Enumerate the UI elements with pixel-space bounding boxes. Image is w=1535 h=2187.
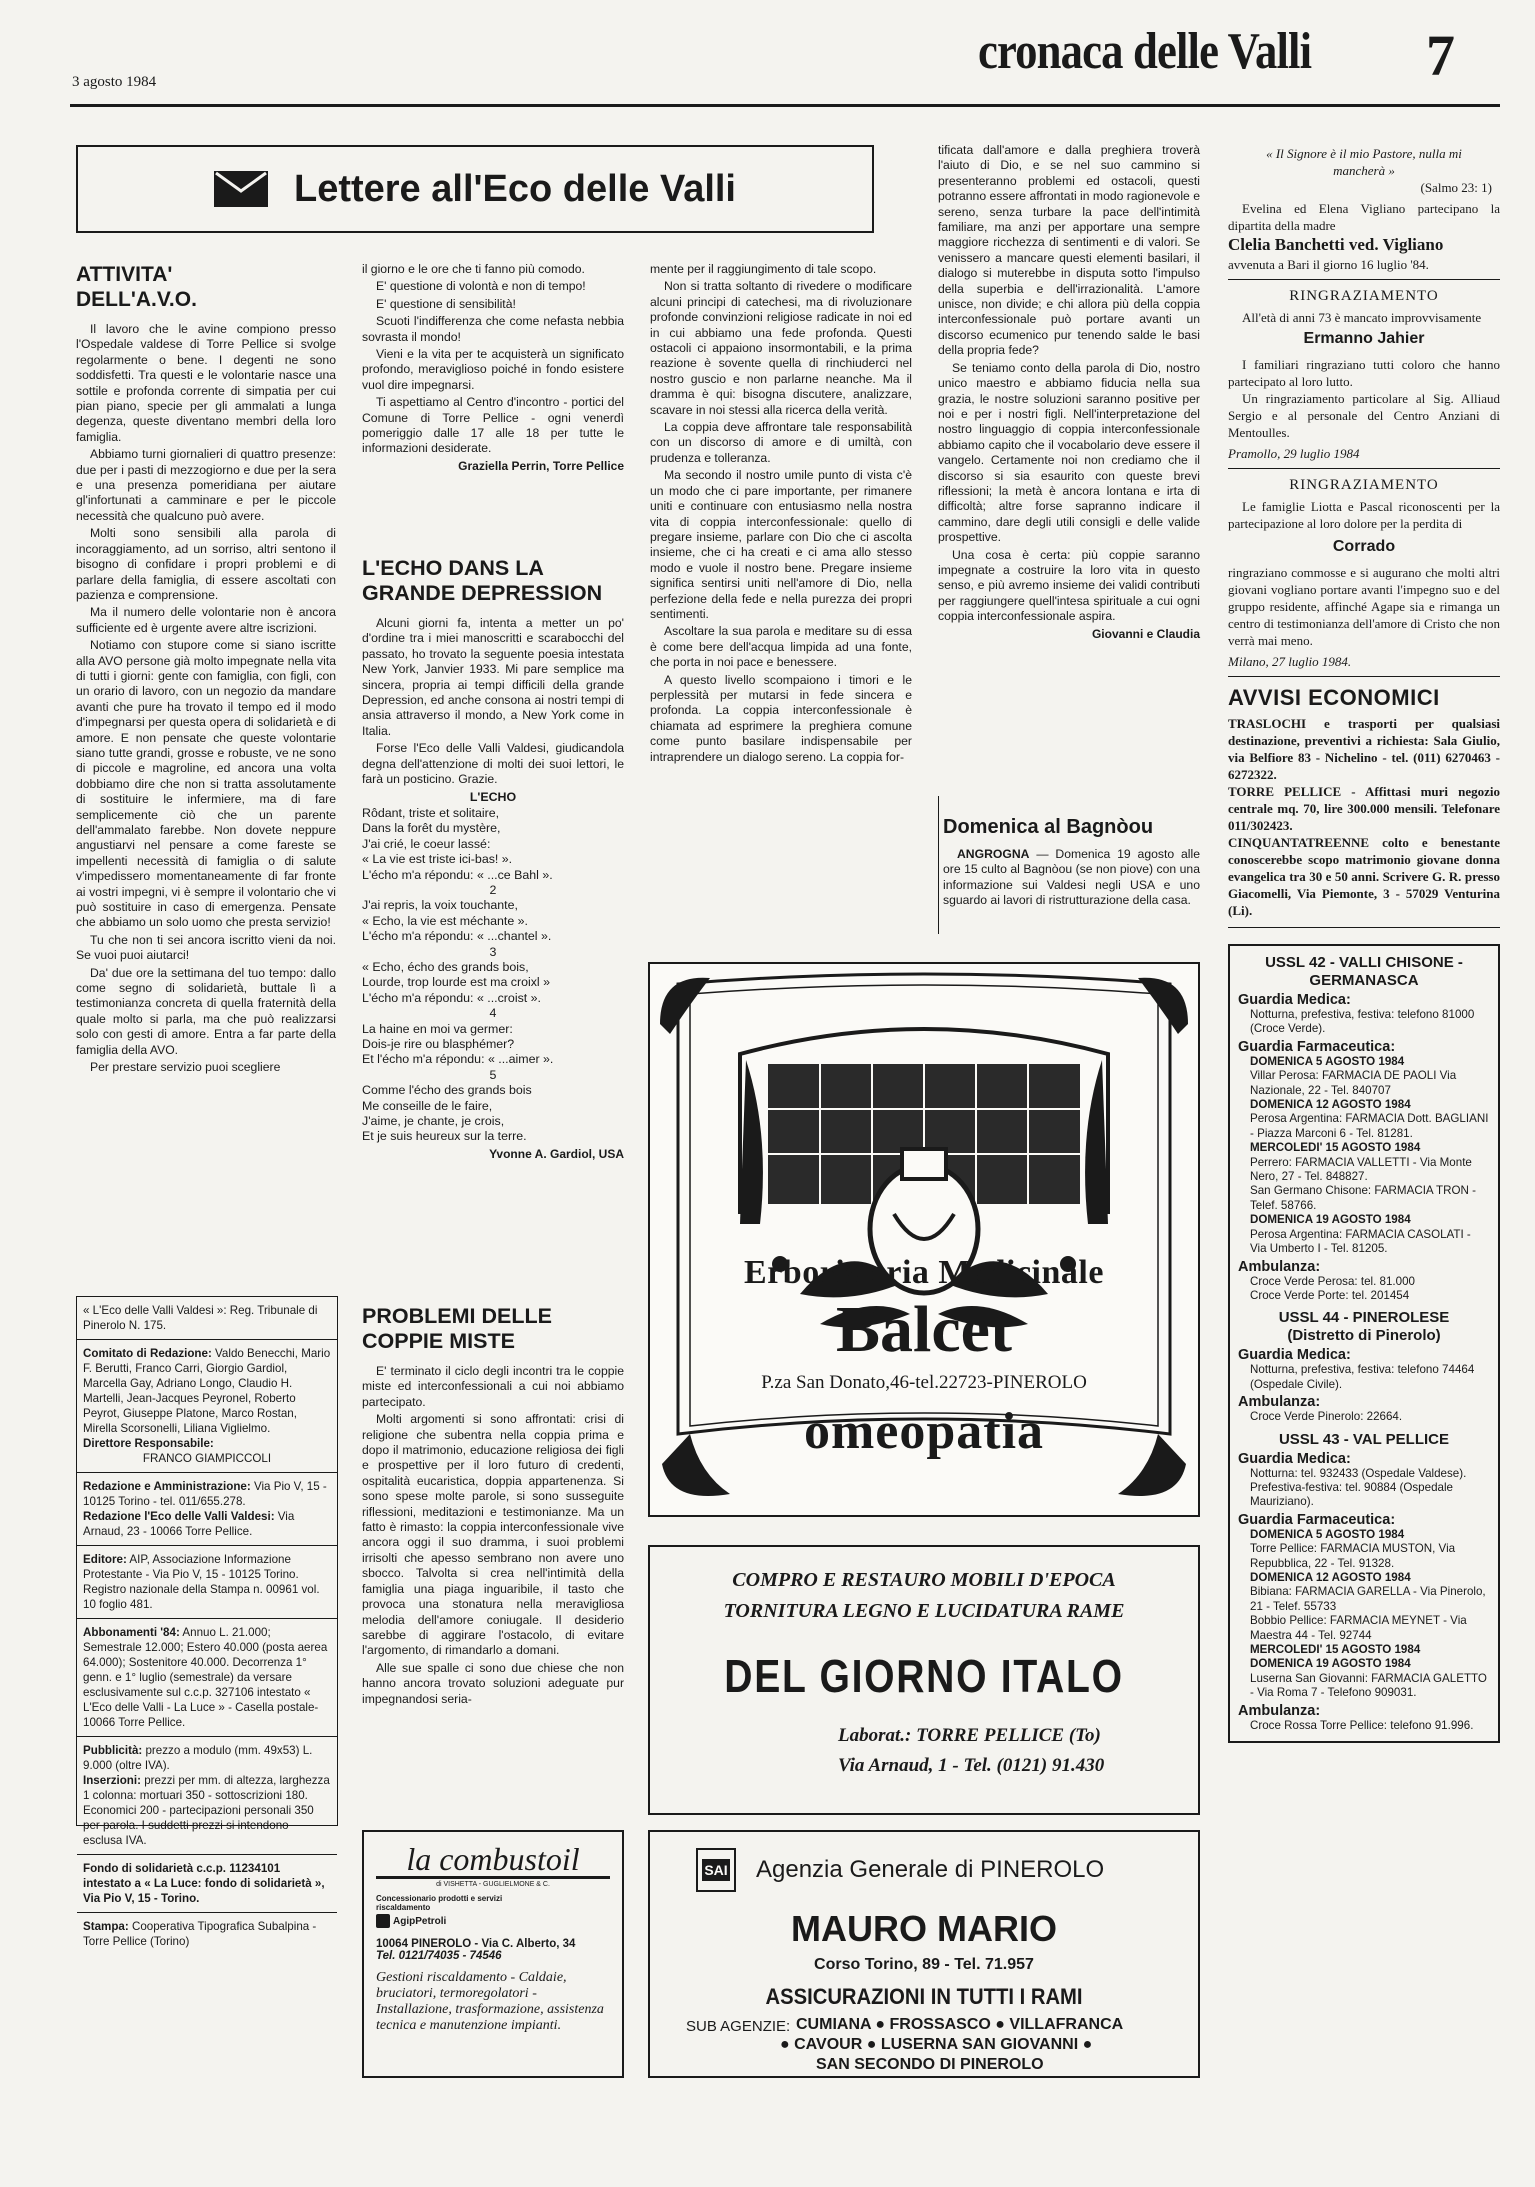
staff-registration: « L'Eco delle Valli Valdesi »: Reg. Tribunale di Pinerolo N. 175. bbox=[77, 1297, 337, 1340]
stanza-number: 3 bbox=[489, 944, 497, 959]
avviso: TRASLOCHI e trasporti per qualsiasi destinazione, preventivi a richiesta: Sala Giulio, via Belfiore 83 - Nichelino - tel. (011) 6270463 - 6272322. bbox=[1228, 716, 1500, 782]
pharmacy-entry: Torre Pellice: FARMACIA MUSTON, Via Repubblica, 22 - Tel. 91328. bbox=[1250, 1542, 1456, 1570]
ambulanza-heading: Ambulanza: bbox=[1238, 1702, 1321, 1719]
poem-line: « La vie est triste ici-bas! ». bbox=[362, 852, 513, 867]
ussl-text: Notturna, prefestiva, festiva: telefono 74464 (Ospedale Civile). bbox=[1250, 1363, 1475, 1391]
poem-line: L'écho m'a répondu: « ...chantel ». bbox=[362, 929, 552, 944]
paragraph: Ti aspettiamo al Centro d'incontro - portici del Comune di Torre Pellice - ogni venerdì pomeriggio dalle 17 alle 18 per tutte le informazioni desiderate. bbox=[362, 395, 624, 456]
poem-line: La haine en moi va germer: bbox=[362, 1021, 513, 1036]
avvisi-economici bbox=[1228, 677, 1500, 928]
avo-article bbox=[76, 258, 336, 1078]
echo-signature: Yvonne A. Gardiol, USA bbox=[489, 1146, 624, 1161]
problemi-article bbox=[362, 1300, 624, 1709]
paragraph: Molti sono sensibili alla parola di incoraggiamento, ad un sorriso, altri sentono il bisogno di confidare i propri problemi e di parlare della famiglia, di essere ascoltati con pazienza e comprensione. bbox=[76, 526, 336, 602]
page-number: 7 bbox=[1426, 23, 1455, 88]
paragraph: Abbiamo turni giornalieri di quattro presenze: due per i pasti di mezzogiorno e due per la sera e una presenza pomeridiana per aiutare gl'infortunati a camminare e per le piccole necessità che qualcuno può avere. bbox=[76, 447, 336, 523]
banner-title: Lettere all'Eco delle Valli bbox=[293, 167, 736, 210]
letters-banner bbox=[76, 145, 874, 233]
paragraph: tificata dall'amore e dalla preghiera troverà l'aiuto di Dio, e se nel suo cammino si presenteranno problemi ed ostacoli, questi potranno essere affrontati in modo ragionevole e sereno, senza turbare la pace dell'intimità familiare, ma anzi per apportare una sempre maggiore ricchezza di sentimenti e di valori. Se venissero a mancare questi elementi basilari, il dialogo si muterebbe in disputa sotto l'impulso della superbia e dell'irrazionalità. L'amore unisce, non divide; e chi allora più della coppia interconfessionale può portare avanti un discorso ecumenico pur tenendo salde le basi della propria fede? bbox=[938, 143, 1200, 358]
poem-line: Comme l'écho des grands bois bbox=[362, 1083, 532, 1098]
paragraph: Forse l'Eco delle Valli Valdesi, giudicandola degna dell'attenzione di molti dei suoi lettori, le farà un posticino. Grazie. bbox=[362, 741, 624, 787]
agip-dog-icon bbox=[376, 1914, 390, 1928]
balcet-name: Balcet bbox=[836, 1293, 1012, 1366]
ussl-text: Notturna: tel. 932433 (Ospedale Valdese). bbox=[1250, 1466, 1467, 1480]
staff-fondo: Fondo di solidarietà c.c.p. 11234101 intestato a « La Luce: fondo di solidarietà », Via Pio V, 15 - Torino. bbox=[77, 1855, 337, 1913]
ussl-text: Croce Verde Pinerolo: 22664. bbox=[1250, 1410, 1403, 1424]
pharmacy-date: DOMENICA 19 AGOSTO 1984 bbox=[1250, 1657, 1411, 1671]
sai-slogan: ASSICURAZIONI IN TUTTI I RAMI bbox=[765, 1984, 1083, 2009]
notices-column bbox=[1228, 145, 1500, 1743]
balcet-line1: Erboristeria Medicinale bbox=[744, 1254, 1104, 1291]
staff-abbonamenti: Abbonamenti '84: Annuo L. 21.000; Semestrale 12.000; Estero 40.000 (posta aerea 64.000); Sostenitore 40.000. Decorrenza 1° genn. e 1° luglio (semestrale) da versare esclusivamente sul c.c.p. 327106 intestato « L'Eco delle Valli - La Luce » - Casella postale- 10066 Torre Pellice. bbox=[77, 1619, 337, 1737]
paragraph: Alcuni giorni fa, intenta a metter un po' d'ordine tra i miei manoscritti e scarabocchi del passato, ho trovato la seguente poesia intestata New York, Janvier 1933. Mi pare semplice ma sincera, propria ai tempi difficili della grande Depression, ed anche consona ai nostri tempi di ansia attraverso il mondo, a New York come in Italia. bbox=[362, 616, 624, 738]
paragraph: Notiamo con stupore come si siano iscritte alla AVO persone già molto impegnate nella vita di tutti i giorni: gente con famiglia, con figli, con un orario di lavoro, con un negozio da mandare avanti che pure ha trovato il tempo ed il modo d'impegnarsi per questa opera di solidarietà e di amore. E non pensate che queste volontarie siano tutte grandi, grosse e robuste, ve ne sono di piccole e magroline, ed ancora una volta dobbiamo dire che non si tratta assolutamente di sostituire le infermiere, ma di fare semplicemente ciò che un parente dell'ammalato farebbe. Non dovete neppure angustiarvi nel pensare a come fareste se impellenti necessità di famiglia o di salute v'impedissero momentaneamente di far fronte ai vostri impegni, vi è sempre il volontario che vi può sostituire in caso di emergenza. Pensate che abbiamo un solo uomo che presta servizio! bbox=[76, 638, 336, 930]
avo-title-line2: DELL'A.V.O. bbox=[76, 288, 197, 311]
ambulanza-heading: Ambulanza: bbox=[1238, 1394, 1321, 1411]
poem-line: Dois-je rire ou blasphémer? bbox=[362, 1036, 515, 1051]
sai-address: Corso Torino, 89 - Tel. 71.957 bbox=[814, 1956, 1034, 1973]
paragraph: A questo livello scompaiono i timori e le perplessità per mutarsi in fede sincera e profonda. La coppia interconfessionale è chiamata ad esprimere la preghiera comune come punto basilare indispensabile per intraprendere un dialogo sereno. La coppia for- bbox=[650, 672, 912, 764]
ussl44-subheading: (Distretto di Pinerolo) bbox=[1287, 1327, 1441, 1345]
sai-sub-line1: CUMIANA ● FROSSASCO ● VILLAFRANCA bbox=[796, 2016, 1124, 2033]
masthead-rule bbox=[70, 104, 1500, 107]
sai-sub-line3: SAN SECONDO DI PINEROLO bbox=[816, 2056, 1044, 2073]
guardia-farmaceutica-heading: Guardia Farmaceutica: bbox=[1238, 1511, 1396, 1528]
deceased-name: Ermanno Jahier bbox=[1303, 330, 1425, 347]
paragraph: Scuoti l'indifferenza che come nefasta nebbia sovrasta il mondo! bbox=[362, 314, 624, 344]
combustoil-address: 10064 PINEROLO - Via C. Alberto, 34 bbox=[376, 1938, 576, 1950]
delgiorno-ad bbox=[648, 1545, 1200, 1815]
staff-stampa: Stampa: Cooperativa Tipografica Subalpina - Torre Pellice (Torino) bbox=[83, 1920, 317, 1948]
echo-article bbox=[362, 552, 624, 1161]
ussl42-heading: USSL 42 - VALLI CHISONE - GERMANASCA bbox=[1265, 954, 1463, 989]
echo-poem bbox=[362, 790, 624, 1144]
staff-redazione: Redazione e Amministrazione: Via Pio V, 15 - 10125 Torino - tel. 011/655.278. Redazione l'Eco delle Valli Valdesi: Via Arnaud, 23 - 10066 Torre Pellice. bbox=[77, 1473, 337, 1546]
poem-line: J'ai repris, la voix touchante, bbox=[362, 898, 518, 913]
sai-ad bbox=[648, 1830, 1200, 2078]
notice-text: All'età di anni 73 è mancato improvvisamente bbox=[1242, 310, 1482, 325]
notice-corrado bbox=[1228, 469, 1500, 677]
poem-line: Et je suis heureux sur la terre. bbox=[362, 1129, 527, 1144]
paragraph: il giorno e le ore che ti fanno più comodo. bbox=[362, 262, 585, 276]
avviso: TORRE PELLICE - Affittasi muri negozio centrale mq. 70, lire 300.000 mensili. Telefonare 011/302423. bbox=[1228, 784, 1500, 833]
poem-line: J'aime, je chante, je crois, bbox=[362, 1114, 505, 1128]
staff-box bbox=[76, 1296, 338, 1948]
guardia-medica-heading: Guardia Medica: bbox=[1238, 1450, 1351, 1467]
paragraph: Per prestare servizio puoi scegliere bbox=[90, 1060, 281, 1075]
poem-line: Dans la forêt du mystère, bbox=[362, 821, 501, 836]
section-title: cronaca delle Valli bbox=[978, 23, 1312, 80]
problemi-end bbox=[938, 143, 1200, 641]
delgiorno-laborat: Laborat.: TORRE PELLICE (To) bbox=[838, 1725, 1101, 1746]
ussl-text: Notturna, prefestiva, festiva: telefono 81000 (Croce Verde). bbox=[1250, 1008, 1475, 1036]
stanza-number: 5 bbox=[489, 1067, 497, 1082]
problemi-title: PROBLEMI DELLE COPPIE MISTE bbox=[362, 1304, 552, 1353]
ussl-box bbox=[1228, 944, 1500, 1743]
ussl43-heading: USSL 43 - VAL PELLICE bbox=[1278, 1430, 1450, 1448]
sai-agency: Agenzia Generale di PINEROLO bbox=[756, 1856, 1105, 1883]
deceased-name: Clelia Banchetti ved. Vigliano bbox=[1228, 235, 1444, 254]
avviso: CINQUANTATREENNE colto e benestante conoscerebbe scopo matrimonio giovane donna evangelica tra 30 e 50 anni. Scrivere G. R. presso Giacomelli, Via Piemonte, 3 - 57029 Venturina (Li). bbox=[1228, 835, 1500, 918]
combustoil-logo: la combustoil bbox=[376, 1842, 610, 1879]
pharmacy-entry: Perosa Argentina: FARMACIA Dott. BAGLIANI - Piazza Marconi 6 - Tel. 81281. bbox=[1250, 1112, 1489, 1140]
paragraph: Ma secondo il nostro umile punto di vista c'è un modo che ci pare importante, per rimanere uniti e continuare con entusiasmo nella nostra vita di coppia interconfessionale: quello di pregare insieme, parlare con Dio che ci ascolta insieme, che ci ha creati e ci ama allo stesso modo e vuole il nostro bene. Pregare insieme significa sentirsi uniti nell'amore di Dio, nella perfezione della fede e nella purezza dei propri sentimenti. bbox=[650, 468, 912, 621]
avo-title bbox=[76, 262, 336, 312]
problemi-signature: Giovanni e Claudia bbox=[1091, 626, 1200, 641]
ussl-text: Croce Rossa Torre Pellice: telefono 91.996. bbox=[1250, 1718, 1474, 1732]
pharmacy-entry: Bibiana: FARMACIA GARELLA - Via Pinerolo, 21 - Telef. 55733 bbox=[1250, 1585, 1486, 1613]
notice-text: ringraziano commosse e si augurano che molti altri giovani vogliano portare avanti l'impegno suo e del gruppo residente, affinché Agape sia e rimanga un centro di testimonianza dell'amore di Cristo che non verrà mai meno. bbox=[1228, 565, 1500, 648]
poem-line: J'ai crié, le coeur lassé: bbox=[362, 836, 491, 851]
sai-sub-line2: ● CAVOUR ● LUSERNA SAN GIOVANNI ● bbox=[780, 2036, 1093, 2053]
issue-date: 3 agosto 1984 bbox=[72, 74, 157, 90]
paragraph: Se teniamo conto della parola di Dio, nostro unico maestro e abbiamo fiducia nella sua grazia, le nostre soluzioni saranno positive per noi e per i nostri figli. Nell'interpretazione del nostro linguaggio di coppia interconfessionale abbiamo capito che il vocabolario deve essere il vangelo. Certamente noi non crediamo che il discorso si sia esaurito con queste brevi riflessioni; la metà è ancora lontana e irta di difficoltà; altre forse sapranno indicare il cammino, dare degli utili consigli e delle valide prospettive. bbox=[938, 360, 1200, 545]
paragraph: Ma il numero delle volontarie non è ancora sufficiente ed è urgente avere altre iscrizioni. bbox=[76, 605, 336, 635]
poem-line: « Echo, écho des grands bois, bbox=[362, 959, 529, 974]
paragraph: Il lavoro che le avine compiono presso l'Ospedale valdese di Torre Pellice si svolge regolarmente o bene. I degenti ne sono soddisfetti. Tra questi e le volontarie nasce una sottile e profonda corrente di simpatia per cui pian piano, specie per gli ammalati a lunga degenza, queste diventano membri della loro famiglia. bbox=[76, 322, 336, 444]
notice-text: I familiari ringraziano tutti coloro che hanno partecipato al loro lutto. bbox=[1228, 357, 1500, 389]
notice-heading: RINGRAZIAMENTO bbox=[1289, 477, 1439, 493]
avo-title-line1: ATTIVITA' bbox=[76, 263, 173, 286]
notice-date: Pramollo, 29 luglio 1984 bbox=[1228, 446, 1360, 461]
stanza-number: 4 bbox=[489, 1006, 497, 1021]
avo-body bbox=[76, 322, 336, 1076]
delgiorno-line2: TORNITURA LEGNO E LUCIDATURA RAME bbox=[723, 1600, 1125, 1622]
bagnou-title: Domenica al Bagnòou bbox=[943, 816, 1154, 838]
echo-title: L'ECHO DANS LA GRANDE DEPRESSION bbox=[362, 556, 603, 605]
paragraph: Da' due ore la settimana del tuo tempo: dallo come segno di solidarietà, buttale lì a testimonianza concreta di quella fraternità della quale molto si parla, ma che può realizzarsi solo con gesti di amore. Entra a far parte della famiglia della AVO. bbox=[76, 965, 336, 1057]
poem-line: Me conseille de le faire, bbox=[362, 1098, 493, 1113]
notice-date: Milano, 27 luglio 1984. bbox=[1228, 654, 1352, 669]
paragraph: Alle sue spalle ci sono due chiese che non hanno ancora trovato soluzioni adeguate pur impegnandosi seria- bbox=[362, 1660, 624, 1706]
notice-text: Le famiglie Liotta e Pascal riconoscenti per la partecipazione al loro dolore per la perdita di bbox=[1228, 499, 1500, 531]
combustoil-tel: Tel. 0121/74035 - 74546 bbox=[376, 1950, 502, 1962]
sai-logo: SAI bbox=[696, 1848, 736, 1892]
pharmacy-date: DOMENICA 12 AGOSTO 1984 bbox=[1250, 1570, 1411, 1584]
pharmacy-date: DOMENICA 19 AGOSTO 1984 bbox=[1250, 1213, 1411, 1227]
psalm-verse: « Il Signore è il mio Pastore, nulla mi mancherà » bbox=[1266, 146, 1462, 178]
guardia-farmaceutica-heading: Guardia Farmaceutica: bbox=[1238, 1038, 1396, 1055]
delgiorno-address: Via Arnaud, 1 - Tel. (0121) 91.430 bbox=[838, 1755, 1105, 1776]
combustoil-services: Gestioni riscaldamento - Caldaie, bruciatori, termoregolatori - Installazione, trasformazione, assistenza tecnica e manutenzione impianti. bbox=[376, 1970, 604, 2033]
ussl-text: Croce Verde Perosa: tel. 81.000 bbox=[1250, 1274, 1415, 1288]
paragraph: Ascoltare la sua parola e meditare su di essa è come bere dell'acqua limpida ad una fonte, che porta in noi pace e benessere. bbox=[650, 624, 912, 670]
paragraph: Una cosa è certa: più coppie saranno impegnate a costruire la loro vita in questo senso, e più avremo insieme dei validi contributi per raggiungere quell'intesa spirituale a cui ogni coppia interconfessionale aspira. bbox=[938, 547, 1200, 624]
ussl44-heading: USSL 44 - PINEROLESE bbox=[1278, 1309, 1450, 1327]
combustoil-concessionario: Concessionario prodotti e servizi riscaldamento bbox=[376, 1894, 503, 1912]
pharmacy-entry: Perrero: FARMACIA VALLETTI - Via Monte Nero, 27 - Tel. 848827. bbox=[1250, 1155, 1472, 1184]
paragraph: mente per il raggiungimento di tale scopo. bbox=[650, 262, 877, 276]
pharmacy-entry: Luserna San Giovanni: FARMACIA GALETTO - Via Roma 7 - Telefono 909031. bbox=[1250, 1671, 1487, 1700]
pharmacy-date: DOMENICA 12 AGOSTO 1984 bbox=[1250, 1098, 1411, 1112]
pharmacy-date: MERCOLEDI' 15 AGOSTO 1984 bbox=[1250, 1643, 1421, 1656]
poem-line: Et l'écho m'a répondu: « ...aimer ». bbox=[362, 1052, 554, 1067]
paragraph: Vieni e la vita per te acquisterà un significato profondo, meraviglioso poiché in fondo esistere vuol dire impegnarsi. bbox=[362, 347, 624, 392]
paragraph: La coppia deve affrontare tale responsabilità con un discorso di amore e di umiltà, con prudenza e tolleranza. bbox=[650, 420, 912, 465]
poem-line: Lourde, trop lourde est ma croixl » bbox=[362, 975, 551, 990]
balcet-ad bbox=[648, 962, 1200, 1517]
poem-line: L'écho m'a répondu: « ...croist ». bbox=[362, 990, 541, 1005]
paragraph: Molti argomenti si sono affrontati: crisi di religione che subentra nella coppia prima e dopo il matrimonio, educazione religiosa dei figli e prospettive per il loro futuro di credenti, ospitalità eucaristica, doppia appartenenza. Si sono spese molte parole, si sono susseguite riflessioni, meditazioni e testimonianze. Ma un fatto è rimasto: la coppia interconfessionale vive ancora oggi il suo dramma, i suoi problemi irrisolti che apesso sembrano non avere uno sbocco. Talvolta si crea nell'intimità della famiglia una piaga inguaribile, il tasto che provoca una stonatura nella meravigliosa melodia dell'amore coniugale. Il desiderio sarebbe di aggirare l'ostacolo, di evitare l'argomento, di rimandarlo a domani. bbox=[362, 1412, 624, 1658]
paragraph: Non si tratta soltanto di rivedere o modificare alcuni principi di catechesi, ma di rivoluzionare profonde convinzioni religiose radicate in noi ed in cui abbiamo una fede profonda. Questi ostacoli ci appaiono insormontabili, e la prima reazione è sovente quella di rinchiuderci nel nostro guscio e non parlarne neanche. Ma il dramma è qui: bisogna discutere, analizzare, scavare in noi stessi alla ricerca della verità. bbox=[650, 279, 912, 417]
pharmacy-date: DOMENICA 5 AGOSTO 1984 bbox=[1250, 1527, 1405, 1541]
balcet-address: P.za San Donato,46-tel.22723-PINEROLO bbox=[761, 1372, 1087, 1393]
notice-text: Un ringraziamento particolare al Sig. Alliaud Sergio e al personale del Centro Anziani di Mentoulles. bbox=[1228, 391, 1500, 440]
notice-text: avvenuta a Bari il giorno 16 luglio '84. bbox=[1228, 257, 1429, 272]
paragraph: E' questione di volontà e non di tempo! bbox=[376, 279, 586, 294]
poem-title: L'ECHO bbox=[469, 790, 517, 805]
ussl-text: Croce Verde Porte: tel. 201454 bbox=[1250, 1288, 1410, 1302]
staff-editore: Editore: AIP, Associazione Informazione Protestante - Via Pio V, 15 - 10125 Torino. Registro nazionale della Stampa n. 00961 vol. 10 foglio 481. bbox=[77, 1546, 337, 1619]
pharmacy-date: MERCOLEDI' 15 AGOSTO 1984 bbox=[1250, 1141, 1421, 1155]
deceased-name: Corrado bbox=[1332, 538, 1396, 555]
guardia-medica-heading: Guardia Medica: bbox=[1238, 992, 1351, 1008]
stanza-number: 2 bbox=[489, 882, 497, 897]
agip-logo: AgipPetroli bbox=[376, 1914, 610, 1928]
poem-line: Rôdant, triste et solitaire, bbox=[362, 805, 500, 820]
psalm-ref: (Salmo 23: 1) bbox=[1420, 180, 1492, 195]
guardia-medica-heading: Guardia Medica: bbox=[1238, 1347, 1351, 1364]
staff-pubblicita: Pubblicità: prezzo a modulo (mm. 49x53) L. 9.000 (oltre IVA). Inserzioni: prezzi per mm. di altezza, larghezza 1 colonna: mortuari 350 - sottoscrizioni 180. Economici 200 - partecipazioni personali 350 per parola. I suddetti prezzi si intendono esclusa IVA. bbox=[77, 1737, 337, 1855]
balcet-tagline: omeopatia bbox=[803, 1403, 1045, 1460]
pharmacy-date: DOMENICA 5 AGOSTO 1984 bbox=[1250, 1054, 1405, 1068]
delgiorno-line1: COMPRO E RESTAURO MOBILI D'EPOCA bbox=[732, 1569, 1116, 1591]
combustoil-ad bbox=[362, 1830, 624, 2078]
notice-heading: RINGRAZIAMENTO bbox=[1289, 288, 1439, 304]
avvisi-title: AVVISI ECONOMICI bbox=[1228, 685, 1440, 710]
paragraph: E' terminato il ciclo degli incontri tra le coppie miste ed interconfessionali a cui noi abbiamo partecipato. bbox=[362, 1364, 624, 1409]
bagnou-box: Domenica al Bagnòou ANGROGNA — Domenica 19 agosto alle ore 15 culto al Bagnòou (se non piove) con una informazione sui Valdesi negli USA e uno sguardo ai lavori di ristrutturazione della casa. bbox=[938, 796, 1200, 934]
poem-line: L'écho m'a répondu: « ...ce Bahl ». bbox=[362, 867, 553, 882]
paragraph: Tu che non ti sei ancora iscritto vieni da noi. Se vuoi puoi aiutarci! bbox=[76, 932, 336, 963]
notice-text: Evelina ed Elena Vigliano partecipano la dipartita della madre bbox=[1228, 201, 1500, 233]
notice-vigliano bbox=[1228, 145, 1500, 280]
envelope-icon bbox=[214, 171, 268, 207]
avo-continued bbox=[362, 262, 624, 473]
sai-name: MAURO MARIO bbox=[791, 1908, 1057, 1949]
pharmacy-entry: San Germano Chisone: FARMACIA TRON - Telef. 58766. bbox=[1250, 1184, 1476, 1212]
poem-line: « Echo, la vie est méchante ». bbox=[362, 913, 528, 928]
delgiorno-name: DEL GIORNO ITALO bbox=[724, 1650, 1124, 1702]
pharmacy-entry: Villar Perosa: FARMACIA DE PAOLI Via Nazionale, 22 - Tel. 840707 bbox=[1250, 1069, 1457, 1097]
combustoil-logo-sub: di VISHETTA - GUGLIELMONE & C. bbox=[436, 1881, 550, 1888]
ussl-text: Prefestiva-festiva: tel. 90884 (Ospedale Mauriziano). bbox=[1250, 1480, 1453, 1509]
paragraph: E' questione di sensibilità! bbox=[376, 296, 516, 311]
avo-signature: Graziella Perrin, Torre Pellice bbox=[458, 458, 624, 473]
staff-committee: Comitato di Redazione: Valdo Benecchi, Mario F. Berutti, Franco Carri, Giorgio Gardiol, Marcella Gay, Adriano Longo, Claudio H. Martelli, Jean-Jacques Peyronel, Roberto Peyrot, Giuseppe Platone, Marco Rostan, Mirella Scorsonelli, Liliana Viglielmo. Direttore Responsabile: FRANCO GIAMPICCOLI bbox=[77, 1340, 337, 1473]
problemi-continued bbox=[650, 262, 912, 767]
notice-jahier bbox=[1228, 280, 1500, 469]
pharmacy-entry: Bobbio Pellice: FARMACIA MEYNET - Via Maestra 44 - Tel. 92744 bbox=[1250, 1614, 1467, 1642]
sai-sub-label: SUB AGENZIE: bbox=[686, 2018, 791, 2035]
pharmacy-entry: Perosa Argentina: FARMACIA CASOLATI - Via Umberto I - Tel. 81205. bbox=[1250, 1227, 1471, 1256]
ambulanza-heading: Ambulanza: bbox=[1238, 1258, 1321, 1275]
